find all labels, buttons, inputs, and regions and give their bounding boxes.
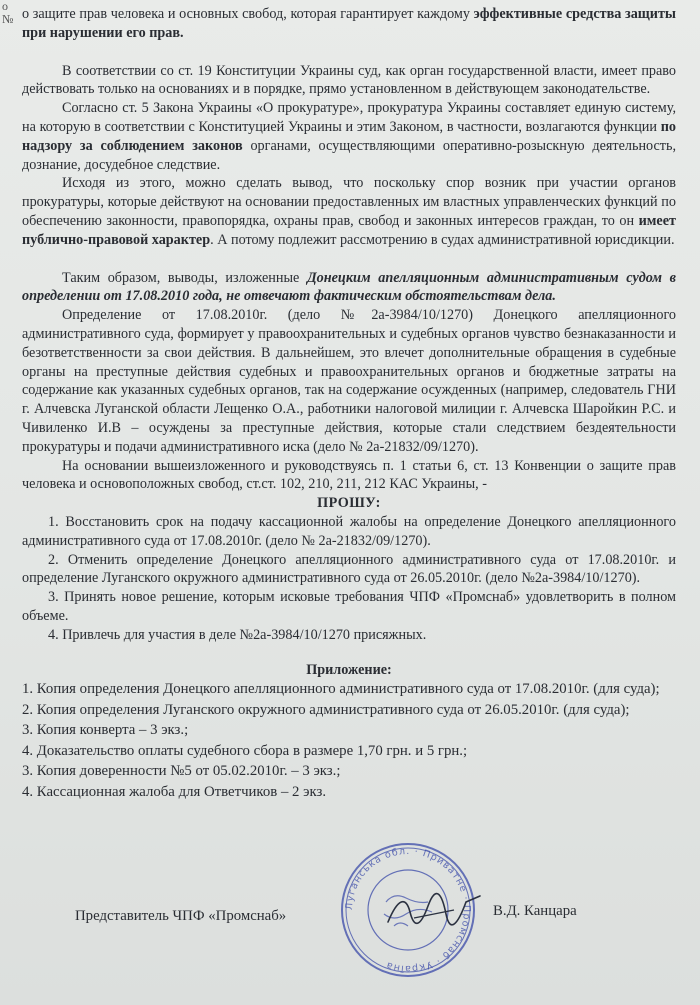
intro-bold-text: эффективные средства защиты при нарушении его прав. — [22, 6, 677, 41]
stamp-outer-text: Луганська обл. · Приватне · Промснаб · Україна — [343, 845, 473, 975]
conclusion-text-end: . А потому подлежит рассмотрению в судах административной юрисдикции. — [210, 231, 675, 248]
paragraph-ruling: Определение от 17.08.2010г. (дело №2а-3984/10/1270) Донецкого апелляционного административного суда, формирует у правоохранительных и судебных органов чувство безнаказанности и безответственности за свои действия. В дальнейшем, это влечет дополнительные обращения в судебные органы на преступные действия судебных и правоохранительных органов и бюджетные затраты на содержание как указанных судебных органов, так на содержание осужденных (например, следователь ГНИ г. Алчевска Луганской области Лещенко О.А., работники налоговой милиции г. Алчевска Шаройкин Р.С. и Чивиленко И.В – осуждены за преступные действия, которые стали следствием бездеятельности прокуратуры и подачи административного иска (дело № 2а-21832/09/1270). — [22, 307, 676, 455]
paragraph-constitution-art19: В соответствии со ст. 19 Конституции Украины суд, как орган государственной власти, имеет право действовать только на основаниях и в порядке, прямо установленном в действующем законодательстве. — [22, 62, 676, 98]
attachment-item: 1. Копия определения Донецкого апелляционного административного суда от 17.08.2010г. (для суда); — [22, 681, 660, 698]
signatory-name: В.Д. Канцара — [493, 903, 577, 919]
art5-text-bold: по надзору за соблюдением законов — [22, 118, 676, 154]
attachments-title: Приложение: — [306, 661, 392, 678]
paragraph-conclusion — [22, 174, 676, 249]
request-item: 3. Принять новое решение, которым исковые требования ЧПФ «Промснаб» удовлетворить в полном объеме. — [22, 589, 676, 624]
conclusion-text-start: Исходя из этого, можно сделать вывод, что поскольку спор возник при участии органов прокуратуры, которые действуют на основании предоставленных им властных управленческих функций по обеспечению законности, правопорядка, охраны прав, свобод и законных интересов граждан, то он — [22, 175, 676, 229]
attachment-item: 4. Доказательство оплаты судебного сбора в размере 1,70 грн. и 5 грн.; — [22, 742, 468, 759]
attachment-item: 3. Копия доверенности №5 от 05.02.2010г. – 3 экз.; — [22, 763, 341, 780]
representative-label: Представитель ЧПФ «Промснаб» — [75, 908, 287, 924]
signature-row — [0, 905, 700, 935]
paragraph-thus — [22, 269, 676, 307]
art5-text-end: органами, осуществляющими оперативно-розыскную деятельность, дознание, досудебное следствие. — [22, 137, 676, 173]
thus-text-start: Таким образом, выводы, изложенные — [62, 269, 307, 286]
request-item: 4. Привлечь для участия в деле №2а-3984/10/1270 присяжных. — [48, 626, 427, 643]
intro-paragraph — [22, 0, 676, 43]
thus-text-mid — [662, 270, 670, 286]
paragraph-basis: На основании вышеизложенного и руководствуясь п. 1 статьи 6, ст. 13 Конвенции о защите прав человека и основоположных свобод, ст.ст. 102, 210, 211, 212 КАС Украины, - — [22, 457, 676, 493]
thus-text-court: Донецким апелляционным административным судом — [306, 269, 663, 286]
conclusion-text-bold: имеет публично-правовой характер — [22, 212, 676, 248]
attachment-item: 4. Кассационная жалоба для Ответчиков – 2 экз. — [22, 783, 327, 800]
request-list — [22, 513, 676, 645]
request-item: 2. Отменить определение Донецкого апелляционного административного суда от 17.08.2010г. и определение Луганского окружного административного суда от 26.05.2010г. (дело №2а-3984/10/1270). — [22, 551, 676, 587]
art5-text-start: Согласно ст. 5 Закона Украины «О прокуратуре», прокуратура Украины составляет единую систему, на которую в соответствии с Конституцией Украины и этим Законом, в частности, возлагаются функции — [22, 100, 676, 135]
request-item: 1. Восстановить срок на подачу кассационной жалобы на определение Донецкого апелляционного административного суда от 17.08.2010г. (дело № 2а-21832/09/1270). — [22, 513, 676, 549]
paragraph-prosecutor-law-art5 — [22, 99, 676, 174]
thus-text-ruling: в определении от 17.08.2010 года, не отвечают фактическим обстоятельствам дела. — [22, 269, 677, 305]
attachments-list — [22, 679, 676, 802]
attachment-item: 2. Копия определения Луганского окружного административного суда от 26.05.2010г. (для суда); — [22, 701, 630, 718]
attachment-item: 3. Копия конверта – 3 экз.; — [22, 722, 189, 739]
intro-text: о защите прав человека и основных свобод, которая гарантирует каждому — [22, 6, 474, 22]
request-heading: ПРОШУ: — [317, 495, 381, 512]
corner-mark: о № — [2, 0, 14, 26]
